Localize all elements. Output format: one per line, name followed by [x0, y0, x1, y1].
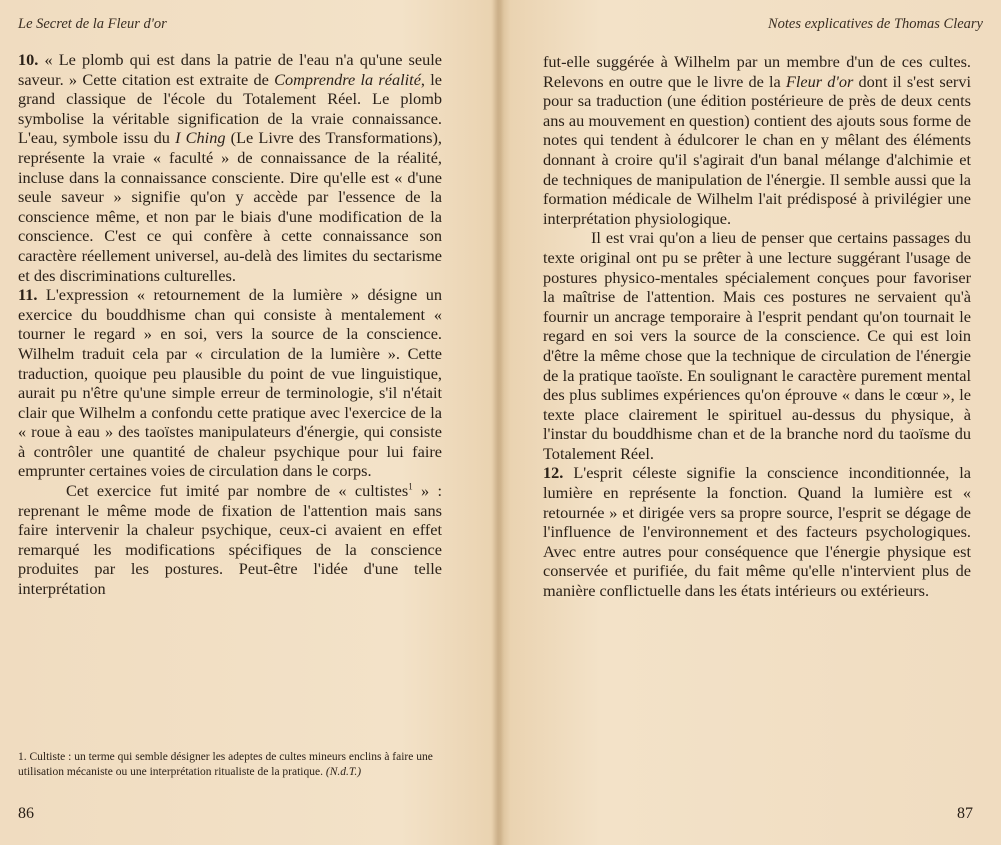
running-head-right: Notes explicatives de Thomas Cleary [767, 16, 983, 32]
note-11: 11. L'expression « retournement de la lumière » désigne un exercice du bouddhisme chan qui consiste à mentalement « tourner le regard » en soi, vers la source de la conscience. Wilhelm traduit cela par « circulation de la lumière ». Cette traduction, quoique peu plausible du point de vue linguistique, aurait pu n'être qu'une simple erreur de terminologie, s'il n'était clair que Wilhelm a confondu cette pratique avec l'exercice de la « roue à eau » des taoïstes manipulateurs d'énergie, qui consiste à contrôler une quantité de chaleur psychique pour lui faire emprunter certaines voies de circulation dans le corps. [18, 285, 442, 481]
note-number: 11. [18, 285, 38, 305]
note-number: 10. [18, 50, 39, 69]
left-body-text [18, 50, 442, 599]
paragraph: Il est vrai qu'on a lieu de penser que certains passages du texte original ont pu se prêter à une lecture suggérant l'usage de postures physico-mentales spécialement conçues pour favoriser la maîtrise de l'attention. Mais ces postures ne servaient qu'à fournir un ancrage temporaire à l'esprit pendant qu'on tournait le regard en soi vers la source de la conscience. Ce qui est loin d'être la même chose que la technique de circulation de l'énergie de la pratique taoïste. En soulignant le caractère purement mental des plus sublimes expériences qu'on éprouve « dans le cœur », le texte place clairement le spirituel au-dessus du physique, à l'instar du bouddhisme chan et de la branche nord du taoïsme du Totalement Réel. [543, 228, 971, 463]
left-page [0, 0, 495, 845]
running-head-left: Le Secret de la Fleur d'or [18, 16, 167, 32]
page-number-right: 87 [957, 805, 973, 822]
note-10: 10. « Le plomb qui est dans la patrie de l'eau n'a qu'une seule saveur. » Cette citation est extraite de Comprendre la réalité, le grand classique de l'école du Totalement Réel. Le plomb symbolise la véritable signification de la vraie connaissance. L'eau, symbole issu du I Ching (Le Livre des Transformations), représente la vraie « faculté » de connaissance de la réalité, incluse dans la connaissance consciente. Dire qu'elle est « d'une seule saveur » signifie qu'on y accède par l'essence de la conscience même, et non par le biais d'une modification de la conscience. C'est ce qui confère à cette connaissance son caractère réellement universel, au-delà des limites du sectarisme et des discriminations culturelles. [18, 50, 443, 285]
right-page [500, 0, 1001, 845]
note-number: 12. [543, 463, 564, 483]
note-12: 12. L'esprit céleste signifie la conscience inconditionnée, la lumière en représente la fonction. Quand la lumière est « retournée » et dirigée vers sa propre source, l'esprit se dégage de l'influence de l'environnement et des facteurs psychologiques. Avec entre autres pour conséquence que l'énergie physique est conservée et purifiée, du fait même qu'elle n'intervient plus de manière conflictuelle dans les états intérieurs ou extérieurs. [543, 463, 971, 601]
right-body-text [543, 52, 971, 601]
page-number-left: 86 [18, 805, 34, 822]
footnote-mark: 1 [408, 481, 413, 492]
paragraph: Cet exercice fut imité par nombre de « cultistes$^1$ » : reprenant le même mode de fixation de l'attention mais sans faire intervenir la chaleur psychique, ceux-ci avaient en effet remarqué les modifications spécifiques de la conscience produites par les postures. Peut-être l'idée d'une telle interprétation [18, 481, 442, 599]
paragraph: fut-elle suggérée à Wilhelm par un membre d'un de ces cultes. Relevons en outre que le livre de la Fleur d'or dont il s'est servi pour sa traduction (une édition postérieure de près de deux cents ans au mouvement en question) contient des ajouts sous forme de notes qui tendent à édulcorer le chan en y mêlant des éléments donnant à croire qu'il s'agirait d'un banal mélange d'alchimie et de techniques de manipulation de l'énergie. Il semble aussi que la formation médicale de Wilhelm l'ait prédisposé à privilégier une interprétation physiologique. [543, 52, 972, 228]
footnote: 1. Cultiste : un terme qui semble désigner les adeptes de cultes mineurs enclins à faire une utilisation mécaniste ou une interprétation ritualiste de la pratique. (N.d.T.) [18, 751, 433, 778]
